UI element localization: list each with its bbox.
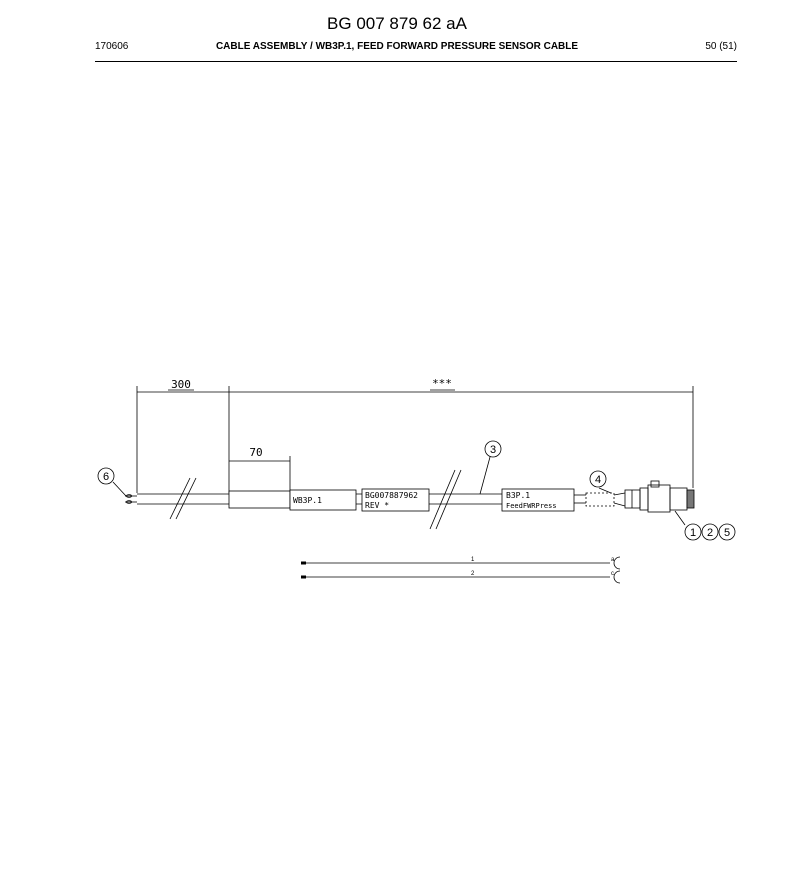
leader-4 (599, 488, 611, 493)
wire-1-pin: a (611, 557, 615, 563)
connector-face (670, 488, 687, 510)
break-mark-left-1 (170, 478, 190, 519)
connector-collar (625, 490, 640, 508)
callout-5-text: 5 (723, 527, 731, 539)
callout-3-text: 3 (489, 444, 497, 456)
callout-2-text: 2 (706, 527, 714, 539)
date-code: 170606 (95, 41, 129, 52)
callout-1-text: 1 (689, 527, 697, 539)
label-b3p1-text: B3P.1 (506, 491, 531, 500)
connector-housing (648, 485, 670, 512)
document-number: BG 007 879 62 aA (327, 14, 467, 33)
leader-6 (113, 482, 126, 496)
heatshrink (586, 493, 614, 506)
connector-thread (687, 490, 694, 508)
break-mark-right-2 (436, 470, 461, 529)
connector-latch (651, 481, 659, 487)
dim-300-text: 300 (171, 378, 191, 391)
leader-3 (480, 457, 490, 494)
wire-2-number: 2 (471, 571, 475, 577)
connector-body (640, 488, 648, 510)
page-number: 50 (51) (705, 41, 737, 52)
cable-sleeve (229, 491, 290, 508)
label-bg-text: BG007887962 (365, 491, 418, 500)
break-mark-right-1 (430, 470, 455, 529)
callout-6-text: 6 (102, 471, 110, 483)
dim-70-text: 70 (249, 446, 263, 459)
label-wb3p1-text: WB3P.1 (293, 496, 322, 505)
wire-2-pin: c (611, 571, 614, 577)
dim-total-text: *** (432, 377, 452, 390)
pin-c-arc (614, 571, 620, 583)
page-title: CABLE ASSEMBLY / WB3P.1, FEED FORWARD PRESSURE SENSOR CABLE (215, 41, 579, 52)
label-rev-text: REV * (365, 501, 390, 510)
wire-1-number: 1 (471, 557, 475, 563)
leader-125 (675, 511, 685, 525)
label-feedfwr-text: FeedFWRPress (506, 502, 557, 510)
pin-a-arc (614, 557, 620, 569)
break-mark-left-2 (176, 478, 196, 519)
callout-4-text: 4 (594, 474, 602, 486)
